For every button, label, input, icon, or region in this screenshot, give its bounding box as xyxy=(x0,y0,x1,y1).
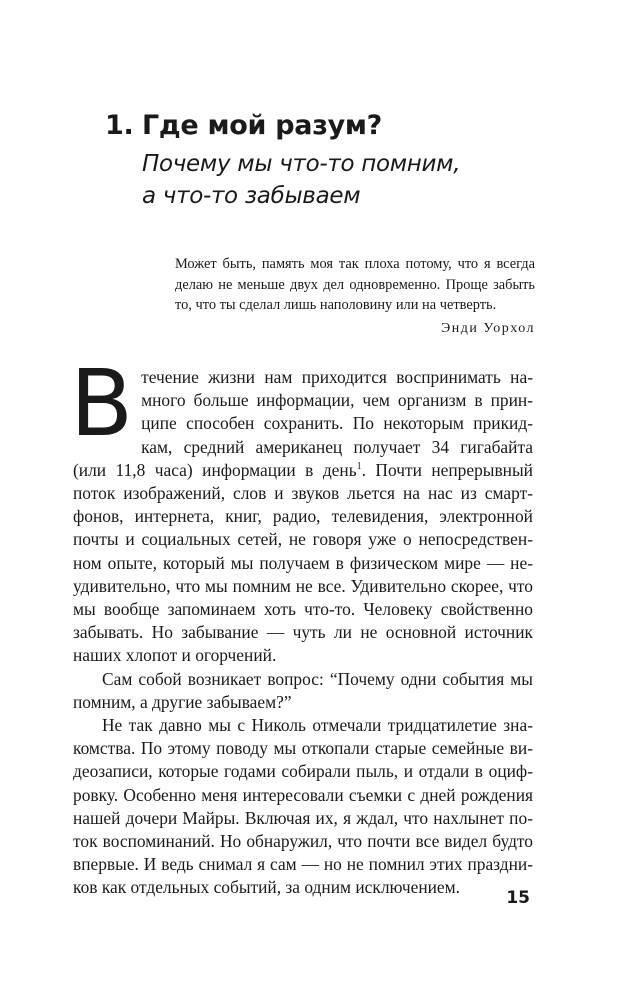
footnote-marker: 1 xyxy=(356,461,362,473)
page-number: 15 xyxy=(506,888,530,908)
subtitle-line-1: Почему мы что-то помним, xyxy=(142,151,461,177)
chapter-number: 1. xyxy=(105,110,134,141)
paragraph-1-text-after: . Почти непрерывный поток изображений, слов и звуков льется на нас из смартфонов, интернета, книг, радио, телевидения, электронной почты и социальных сетей, не говоря уже о непосредственном опыте, который мы получаем в физическом мире — неудивительно, что мы помним не все. Удивительно скорее, что мы вообще запоминаем хоть что-то. Человеку свойственно забывать. Но забывание — чуть ли не основной источник наших хлопот и огорчений. xyxy=(73,459,533,666)
paragraph-2: Сам собой возникает вопрос: “Почему одни события мы помним, а другие забываем?” xyxy=(73,668,533,712)
body-text xyxy=(70,350,533,900)
chapter-title-text: Где мой разум? xyxy=(142,110,383,141)
drop-cap: В xyxy=(70,350,134,457)
subtitle-line-2: а что-то забываем xyxy=(142,183,361,209)
chapter-subtitle xyxy=(142,148,545,212)
epigraph-author: Энди Уорхол xyxy=(441,320,535,336)
chapter-title xyxy=(105,108,545,144)
paragraph-1 xyxy=(70,350,533,668)
epigraph-text: Может быть, память моя так плоха потому, что я всегда делаю не меньше двух дел одновременно. Проще забыть то, что ты сделал лишь наполовину или на четверть. xyxy=(175,256,535,313)
chapter-heading xyxy=(105,108,545,212)
epigraph xyxy=(175,254,535,339)
paragraph-1-text: течение жизни нам приходится воспринимать намного больше информации, чем организм в принципе способен сохранить. По некоторым прикидкам, средний американец получает 34 гигабайта (или 11,8 часа) информации в день xyxy=(73,367,533,480)
paragraph-3: Не так давно мы с Николь отмечали тридцатилетие знакомства. По этому поводу мы откопали старые семейные видеозаписи, которые годами собирали пыль, и отдали в оцифровку. Особенно меня интересовали съемки с дней рождения нашей дочери Майры. Включая их, я ждал, что нахлынет поток воспоминаний. Но обнаружил, что почти все видел будто впервые. И ведь снимал я сам — но не помнил этих праздников как отдельных событий, за одним исключением. xyxy=(73,715,533,898)
